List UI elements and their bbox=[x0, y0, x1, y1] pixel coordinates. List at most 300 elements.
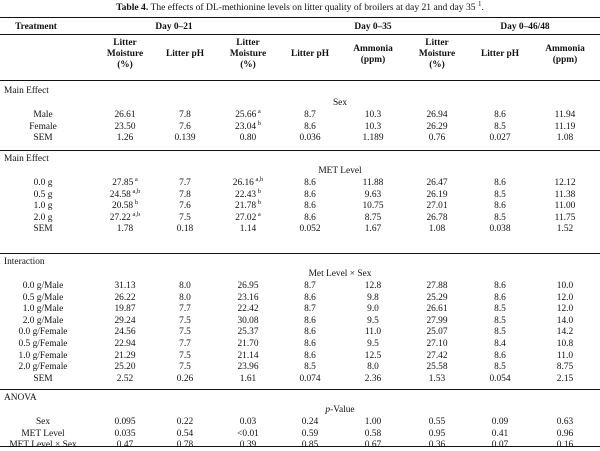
table-cell bbox=[494, 178, 506, 189]
row-label: 0.5 g bbox=[33, 189, 53, 200]
significance-superscript: b bbox=[256, 119, 261, 127]
table-cell bbox=[365, 327, 381, 338]
cell-value: 10.0 bbox=[556, 281, 574, 291]
table-cell bbox=[426, 178, 447, 189]
table-cell bbox=[114, 362, 135, 373]
cell-value: 23.16 bbox=[237, 292, 259, 303]
row-label: 0.5 g/Male bbox=[22, 292, 64, 303]
table-cell bbox=[365, 122, 381, 133]
table-cell bbox=[426, 362, 447, 373]
row-label: 2.0 g/Female bbox=[18, 362, 68, 373]
table-cell bbox=[117, 224, 133, 235]
cell-value: 0.39 bbox=[239, 440, 257, 451]
row-label: Female bbox=[29, 121, 57, 132]
cell-value: 7.5 bbox=[179, 315, 191, 326]
cell-value: 22.42 bbox=[237, 304, 259, 315]
table-cell bbox=[555, 190, 576, 201]
table-cell bbox=[557, 339, 573, 350]
table-cell bbox=[179, 178, 191, 189]
cell-value: 1.14 bbox=[239, 224, 257, 235]
cell-value: 8.5 bbox=[494, 327, 506, 338]
row-label: 0.0 g/Female bbox=[18, 327, 68, 338]
table-cell bbox=[429, 224, 445, 235]
table-cell bbox=[362, 201, 383, 212]
table-cell bbox=[365, 281, 381, 292]
table-cell bbox=[237, 293, 258, 304]
cell-value: 9.0 bbox=[367, 304, 379, 315]
cell-value: 9.5 bbox=[367, 339, 379, 349]
section-title: Interaction bbox=[4, 257, 45, 267]
cell-value: 8.0 bbox=[367, 362, 379, 373]
table-cell bbox=[365, 224, 381, 235]
cell-value: 23.96 bbox=[237, 362, 259, 373]
cell-value: 26.61 bbox=[114, 110, 136, 120]
cell-value: 1.52 bbox=[556, 224, 574, 235]
cell-value: 22.43 bbox=[235, 189, 257, 200]
table-cell bbox=[304, 316, 316, 327]
column-header-text: Moisture bbox=[229, 49, 267, 59]
period-header-day35: Day 0–35 bbox=[354, 22, 392, 32]
cell-value: 11.88 bbox=[362, 178, 384, 188]
cell-value: 27.22 bbox=[109, 212, 131, 223]
row-label: Sex bbox=[35, 417, 51, 427]
cell-value: 27.01 bbox=[426, 201, 448, 212]
table-cell bbox=[426, 293, 447, 304]
cell-value: 0.16 bbox=[556, 440, 574, 451]
table-cell bbox=[304, 122, 316, 133]
cell-value: 8.5 bbox=[494, 189, 506, 200]
row-label: 2.0 g bbox=[33, 212, 53, 223]
cell-value: 1.78 bbox=[116, 224, 134, 235]
cell-value: 8.6 bbox=[304, 201, 316, 212]
table-cell bbox=[235, 119, 261, 133]
cell-value: 14.0 bbox=[556, 315, 574, 326]
table-cell bbox=[494, 293, 506, 304]
table-cell bbox=[304, 178, 316, 189]
table-cell bbox=[494, 201, 506, 212]
cell-value: 0.054 bbox=[489, 373, 511, 384]
column-header-text: (ppm) bbox=[360, 54, 386, 65]
cell-value: 11.0 bbox=[364, 327, 382, 338]
cell-value: 8.6 bbox=[304, 339, 316, 349]
table-cell bbox=[114, 316, 135, 327]
table-cell bbox=[494, 110, 506, 121]
table-cell bbox=[237, 304, 258, 315]
table-cell bbox=[179, 316, 191, 327]
cell-value: 27.10 bbox=[426, 339, 448, 349]
cell-value: 26.19 bbox=[426, 189, 448, 200]
table-cell bbox=[302, 429, 318, 440]
table-cell bbox=[179, 110, 191, 121]
table-cell bbox=[179, 362, 191, 373]
cell-value: 8.5 bbox=[494, 212, 506, 223]
cell-value: 26.16 bbox=[232, 178, 254, 188]
cell-value: 8.6 bbox=[304, 189, 316, 200]
cell-value: 0.09 bbox=[491, 417, 509, 427]
row-label: SEM bbox=[33, 224, 53, 235]
table-cell bbox=[237, 339, 258, 350]
table-cell bbox=[304, 327, 316, 338]
table-cell bbox=[557, 293, 573, 304]
significance-superscript: a bbox=[256, 107, 261, 115]
cell-value: 8.5 bbox=[304, 362, 316, 373]
table-cell bbox=[429, 374, 445, 385]
table-cell bbox=[426, 316, 447, 327]
cell-value: 0.095 bbox=[114, 417, 136, 427]
row-label: 1.0 g/Male bbox=[22, 304, 64, 315]
table-cell bbox=[304, 110, 316, 121]
table-cell bbox=[363, 178, 384, 189]
cell-value: 0.18 bbox=[176, 224, 194, 235]
table-cell bbox=[304, 201, 316, 212]
section-title: Main Effect bbox=[4, 154, 49, 164]
cell-value: 25.58 bbox=[426, 362, 448, 373]
table-cell bbox=[117, 133, 133, 144]
table-cell bbox=[179, 281, 191, 292]
cell-value: 27.85 bbox=[112, 178, 134, 188]
table-cell bbox=[237, 362, 258, 373]
cell-value: 22.94 bbox=[114, 339, 136, 349]
column-header-text: Litter pH bbox=[290, 49, 330, 59]
table-cell bbox=[304, 293, 316, 304]
period-header-day46: Day 0–46/48 bbox=[500, 22, 550, 32]
table-cell bbox=[177, 374, 193, 385]
cell-value: 12.0 bbox=[556, 292, 574, 303]
cell-value: 8.5 bbox=[494, 315, 506, 326]
section-rule bbox=[0, 389, 600, 390]
table-cell bbox=[235, 210, 261, 224]
section-rule bbox=[0, 150, 600, 151]
cell-value: 7.6 bbox=[179, 121, 191, 132]
cell-value: 10.3 bbox=[364, 110, 382, 120]
cell-value: 8.6 bbox=[304, 121, 316, 132]
cell-value: 11.19 bbox=[554, 121, 576, 132]
cell-value: 25.37 bbox=[237, 327, 259, 338]
table-cell bbox=[304, 281, 316, 292]
cell-value: 8.6 bbox=[304, 327, 316, 338]
table-cell bbox=[494, 351, 506, 362]
cell-value: 0.03 bbox=[239, 417, 257, 427]
table-cell bbox=[114, 327, 135, 338]
cell-value: 7.5 bbox=[179, 350, 191, 361]
cell-value: 8.75 bbox=[556, 362, 574, 373]
cell-value: 0.63 bbox=[556, 417, 574, 427]
cell-value: 24.56 bbox=[114, 327, 136, 338]
cell-value: 0.47 bbox=[116, 440, 134, 451]
table-cell bbox=[177, 429, 193, 440]
cell-value: 26.78 bbox=[426, 212, 448, 223]
cell-value: 26.29 bbox=[426, 121, 448, 132]
cell-value: 12.8 bbox=[364, 281, 382, 291]
table-cell bbox=[114, 293, 135, 304]
cell-value: 27.42 bbox=[426, 350, 448, 361]
table-cell bbox=[367, 339, 379, 350]
cell-value: 8.7 bbox=[304, 304, 316, 315]
column-header-text: Litter bbox=[113, 38, 137, 48]
cell-value: 0.052 bbox=[299, 224, 321, 235]
cell-value: 8.0 bbox=[179, 292, 191, 303]
cell-value: 26.61 bbox=[426, 304, 448, 315]
cell-value: <0.01 bbox=[237, 428, 259, 439]
cell-value: 8.5 bbox=[494, 362, 506, 373]
table-cell bbox=[299, 133, 320, 144]
row-label: SEM bbox=[33, 373, 53, 384]
table-cell bbox=[302, 417, 318, 428]
table-cell bbox=[179, 327, 191, 338]
table-cell bbox=[304, 190, 316, 201]
significance-superscript: a,b bbox=[130, 210, 141, 218]
cell-value: 7.6 bbox=[179, 201, 191, 212]
cell-value: 11.94 bbox=[554, 110, 576, 120]
cell-value: 0.55 bbox=[428, 417, 446, 427]
table-cell bbox=[557, 417, 573, 428]
cell-value: 26.22 bbox=[114, 292, 136, 303]
significance-superscript: b bbox=[256, 187, 261, 195]
table-cell bbox=[557, 351, 573, 362]
column-header-text: (%) bbox=[429, 60, 445, 70]
table-cell bbox=[489, 133, 510, 144]
header-sub-rule bbox=[0, 34, 600, 35]
column-header-text: Moisture bbox=[418, 49, 456, 59]
table-cell bbox=[489, 224, 510, 235]
cell-value: 8.6 bbox=[304, 315, 316, 326]
row-label: Male bbox=[33, 110, 53, 120]
cell-value: 0.027 bbox=[489, 133, 511, 144]
table-cell bbox=[426, 351, 447, 362]
table-cell bbox=[114, 281, 135, 292]
cell-value: 12.12 bbox=[554, 178, 576, 188]
table-cell bbox=[299, 224, 320, 235]
table-cell bbox=[555, 201, 576, 212]
cell-value: 0.26 bbox=[176, 373, 194, 384]
column-header-text: Litter bbox=[425, 38, 449, 48]
cell-value: 10.3 bbox=[364, 121, 382, 132]
table-cell bbox=[426, 190, 447, 201]
cell-value: 21.14 bbox=[237, 350, 259, 361]
table-cell bbox=[494, 213, 506, 224]
section-rule bbox=[0, 253, 600, 254]
cell-value: 2.52 bbox=[116, 373, 134, 384]
table-caption bbox=[0, 2, 600, 14]
cell-value: 8.6 bbox=[304, 212, 316, 223]
table-cell bbox=[179, 293, 191, 304]
cell-value: 29.24 bbox=[114, 315, 136, 326]
cell-value: 8.6 bbox=[494, 201, 506, 212]
table-cell bbox=[304, 213, 316, 224]
table-cell bbox=[365, 213, 381, 224]
table-cell bbox=[426, 122, 447, 133]
cell-value: 7.5 bbox=[179, 362, 191, 373]
table-cell bbox=[237, 327, 258, 338]
cell-value: 25.20 bbox=[114, 362, 136, 373]
table-cell bbox=[365, 351, 381, 362]
table-cell bbox=[174, 133, 195, 144]
table-cell bbox=[557, 224, 573, 235]
row-label: SEM bbox=[33, 133, 53, 144]
cell-value: 7.7 bbox=[179, 178, 191, 188]
table-cell bbox=[426, 327, 447, 338]
table-cell bbox=[489, 374, 510, 385]
table-cell bbox=[114, 429, 135, 440]
cell-value: 7.8 bbox=[179, 110, 191, 120]
table-cell bbox=[555, 122, 576, 133]
cell-value: 0.76 bbox=[428, 133, 446, 144]
table-cell bbox=[494, 339, 506, 350]
table-cell bbox=[240, 374, 256, 385]
table-cell bbox=[429, 429, 445, 440]
table-cell bbox=[494, 362, 506, 373]
column-header-text: (ppm) bbox=[552, 54, 578, 65]
row-label: 0.5 g/Female bbox=[18, 339, 68, 349]
table-cell bbox=[494, 304, 506, 315]
section-group-label: MET Level bbox=[318, 166, 362, 176]
table-cell bbox=[237, 316, 258, 327]
cell-value: 23.50 bbox=[114, 121, 136, 132]
column-header-text: Ammonia bbox=[353, 43, 393, 54]
table-cell bbox=[426, 213, 447, 224]
cell-value: 21.70 bbox=[237, 339, 259, 349]
cell-value: 0.59 bbox=[301, 428, 319, 439]
cell-value: 11.38 bbox=[554, 189, 576, 200]
table-cell bbox=[557, 362, 573, 373]
table-cell bbox=[179, 213, 191, 224]
cell-value: 9.8 bbox=[367, 292, 379, 303]
table-cell bbox=[367, 293, 379, 304]
table-cell bbox=[237, 429, 259, 440]
cell-value: 8.5 bbox=[494, 304, 506, 315]
cell-value: 8.6 bbox=[494, 350, 506, 361]
table-cell bbox=[494, 327, 506, 338]
column-header-text: Ammonia bbox=[545, 43, 585, 54]
table-cell bbox=[492, 417, 508, 428]
row-label: 0.0 g/Male bbox=[22, 281, 64, 291]
table-cell bbox=[179, 339, 191, 350]
row-label: MET Level × Sex bbox=[9, 440, 77, 451]
cell-value: 10.75 bbox=[362, 201, 384, 212]
cell-value: 19.87 bbox=[114, 304, 136, 315]
table-cell bbox=[304, 304, 316, 315]
cell-value: 0.074 bbox=[299, 373, 321, 384]
table-cell bbox=[494, 281, 506, 292]
column-header-text: Litter pH bbox=[480, 49, 520, 59]
cell-value: 11.0 bbox=[556, 350, 574, 361]
period-header-day21: Day 0–21 bbox=[155, 22, 193, 32]
table-cell bbox=[114, 417, 135, 428]
table-cell bbox=[367, 362, 379, 373]
table-cell bbox=[492, 429, 508, 440]
cell-value: 8.0 bbox=[179, 281, 191, 291]
cell-value: 8.6 bbox=[494, 292, 506, 303]
cell-value: 0.41 bbox=[491, 428, 509, 439]
cell-value: 8.75 bbox=[364, 212, 382, 223]
treatment-header: Treatment bbox=[15, 22, 57, 32]
cell-value: 0.24 bbox=[301, 417, 319, 427]
table-cell bbox=[304, 339, 316, 350]
caption-footnote-mark: 1 bbox=[478, 0, 482, 8]
cell-value: 0.58 bbox=[364, 428, 382, 439]
table-cell bbox=[365, 429, 381, 440]
cell-value: 25.29 bbox=[426, 292, 448, 303]
table-cell bbox=[554, 178, 575, 189]
section-group-label bbox=[325, 405, 354, 416]
column-header-text: Moisture bbox=[106, 49, 144, 59]
table-cell bbox=[114, 351, 135, 362]
table-cell bbox=[109, 210, 141, 224]
row-label: 2.0 g/Male bbox=[22, 315, 64, 326]
cell-value: 0.07 bbox=[491, 440, 509, 451]
cell-value: 0.54 bbox=[176, 428, 194, 439]
row-label: 0.0 g bbox=[33, 178, 53, 188]
table-cell bbox=[362, 133, 383, 144]
cell-value: 0.85 bbox=[301, 440, 319, 451]
table-cell bbox=[114, 110, 135, 121]
table-cell bbox=[367, 316, 379, 327]
table-cell bbox=[179, 304, 191, 315]
cell-value: 0.96 bbox=[556, 428, 574, 439]
cell-value: 23.04 bbox=[235, 121, 257, 132]
cell-value: 0.139 bbox=[174, 133, 196, 144]
cell-value: 0.67 bbox=[364, 440, 382, 451]
cell-value: 26.47 bbox=[426, 178, 448, 188]
table-cell bbox=[429, 133, 445, 144]
table-cell bbox=[557, 327, 573, 338]
header-bottom-rule bbox=[0, 80, 600, 81]
cell-value: 0.78 bbox=[176, 440, 194, 451]
significance-superscript: b bbox=[133, 199, 138, 207]
p-value-rest: -Value bbox=[330, 405, 355, 415]
cell-value: 8.6 bbox=[304, 178, 316, 188]
table-cell bbox=[426, 339, 447, 350]
cell-value: 7.8 bbox=[179, 189, 191, 200]
table-cell bbox=[177, 224, 193, 235]
cell-value: 8.6 bbox=[304, 350, 316, 361]
table-cell bbox=[240, 133, 256, 144]
table-cell bbox=[114, 122, 135, 133]
cell-value: 26.94 bbox=[426, 110, 448, 120]
cell-value: 8.6 bbox=[494, 110, 506, 120]
table-cell bbox=[557, 304, 573, 315]
cell-value: 7.7 bbox=[179, 339, 191, 349]
table-cell bbox=[240, 417, 256, 428]
p-italic: p bbox=[325, 405, 331, 415]
table-cell bbox=[240, 224, 256, 235]
table-cell bbox=[237, 351, 258, 362]
table-cell bbox=[367, 304, 379, 315]
column-header-text: Litter bbox=[236, 38, 260, 48]
top-rule bbox=[0, 17, 600, 18]
table-cell bbox=[557, 374, 573, 385]
cell-value: 1.61 bbox=[239, 373, 257, 384]
table-cell bbox=[365, 110, 381, 121]
column-header-text: Litter pH bbox=[165, 49, 205, 59]
table-cell bbox=[426, 110, 447, 121]
cell-value: 21.29 bbox=[114, 350, 136, 361]
caption-end: . bbox=[481, 2, 484, 13]
cell-value: 1.189 bbox=[362, 133, 384, 144]
significance-superscript: a bbox=[256, 210, 261, 218]
cell-value: 8.6 bbox=[304, 292, 316, 303]
section-title: Main Effect bbox=[4, 86, 49, 96]
row-label: 1.0 g/Female bbox=[18, 350, 68, 361]
cell-value: 9.63 bbox=[364, 189, 382, 200]
cell-value: 27.99 bbox=[426, 315, 448, 326]
cell-value: 2.36 bbox=[364, 373, 382, 384]
cell-value: 27.88 bbox=[426, 281, 448, 291]
table-cell bbox=[494, 122, 506, 133]
column-header-text: (%) bbox=[240, 60, 256, 70]
column-header-text: (%) bbox=[117, 60, 133, 70]
table-cell bbox=[299, 374, 320, 385]
